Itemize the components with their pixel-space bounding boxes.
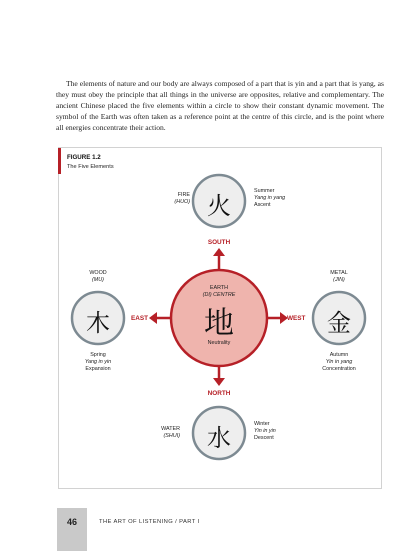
direction-east: EAST [131,315,149,322]
wood-polarity: Yang in yin [84,359,112,365]
running-head: THE ART OF LISTENING / PART I [99,519,200,525]
metal-movement: Concentration [322,366,356,372]
fire-movement: Ascent [254,202,271,208]
wood-name: WOOD [89,270,107,276]
water-polarity: Yin in yin [254,428,276,434]
direction-west: WEST [287,315,306,322]
metal-season: Autumn [329,352,349,358]
body-paragraph: The elements of nature and our body are always composed of a part that is yin and a part that is yang, as they must obey the principle that all things in the universe are opposites, relative and complementary. The ancient Chinese placed the five elements within a circle to show their constant dynamic movement. The symbol of the Earth was often taken as a reference point at the centre of this circle, and is the point where all energies concentrate their action. [56,79,384,132]
earth-quality: Neutrality [207,340,231,346]
direction-north: NORTH [207,390,231,397]
metal-pinyin: (JIN) [333,277,345,283]
metal-polarity: Yin in yang [325,359,353,365]
wood-pinyin: (MU) [92,277,104,283]
wood-season: Spring [90,352,106,358]
water-season: Winter [254,421,270,427]
wood-glyph: 木 [86,309,110,337]
arrow-north-head [213,378,225,386]
water-name: WATER [161,426,180,432]
figure-title: The Five Elements [67,164,114,170]
water-movement: Descent [254,435,274,441]
page-number-tab [57,508,87,551]
water-glyph: 水 [207,424,231,452]
page-number: 46 [66,517,77,527]
water-pinyin: (SHUI) [163,433,180,439]
fire-pinyin: (HUO) [174,199,190,205]
earth-glyph: 地 [204,306,234,341]
metal-name: METAL [330,270,348,276]
fire-glyph: 火 [207,192,231,220]
wood-movement: Expansion [85,366,111,372]
earth-name: EARTH [209,285,229,291]
direction-south: SOUTH [207,239,231,246]
fire-polarity: Yang in yang [254,195,286,201]
figure-label: FIGURE 1.2 [67,154,101,161]
metal-glyph: 金 [327,309,351,337]
fire-season: Summer [254,188,275,194]
arrow-south-head [213,248,225,256]
earth-pinyin: (DI) CENTRE [202,292,236,298]
fire-name: FIRE [177,192,190,198]
arrow-east-head [149,312,157,324]
